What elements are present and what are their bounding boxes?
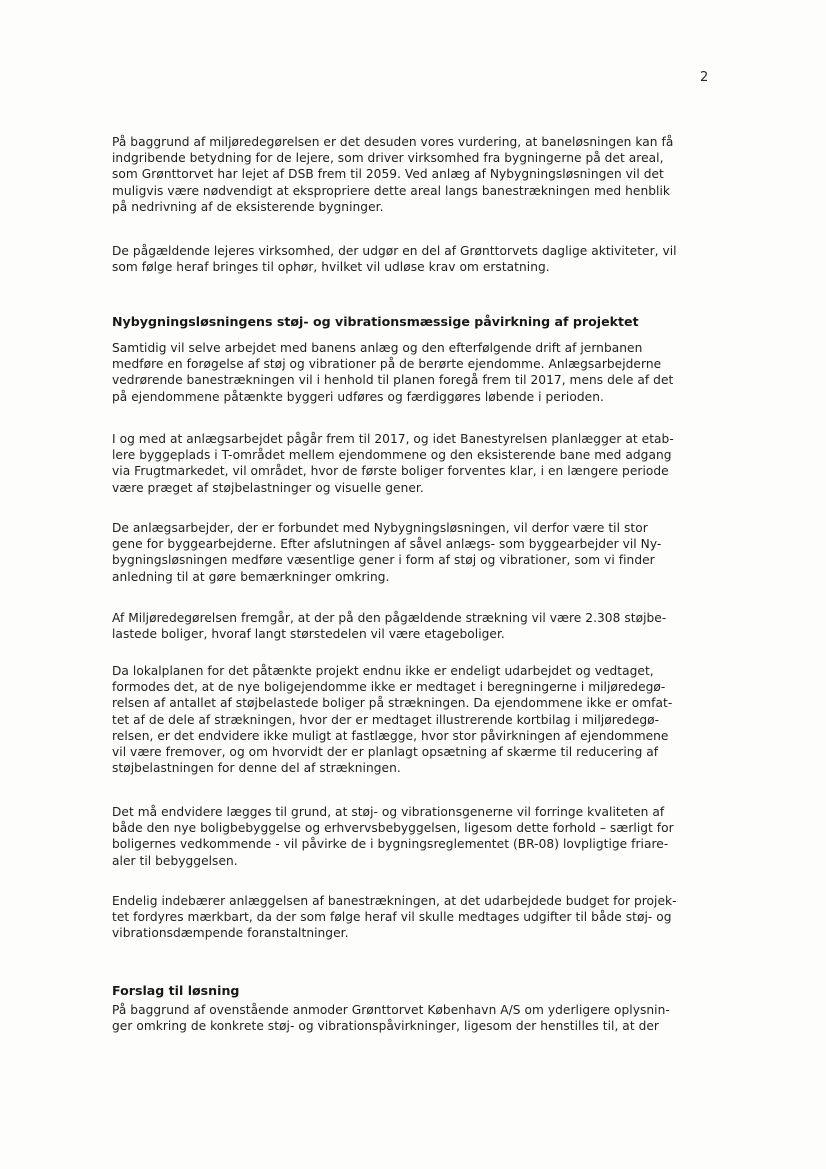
paragraph-construction-nuisance (112, 520, 717, 585)
paragraph-lease-impact (112, 134, 717, 215)
paragraph-quality-reduction (112, 804, 717, 869)
text-line: De anlægsarbejder, der er forbundet med Nybygningsløsningen, vil derfor være til stor (112, 521, 648, 535)
text-line: tet af de dele af strækningen, hvor der er medtaget illustrerende kortbilag i miljøredegø- (112, 712, 660, 727)
text-line: Endelig indebærer anlæggelsen af banestrækningen, at det udarbejdede budget for projek- (112, 894, 677, 908)
paragraph-proposal (112, 1002, 717, 1034)
text-line: som Grønttorvet har lejet af DSB frem til 2059. Ved anlæg af Nybygningsløsningen vil det (112, 167, 664, 182)
text-line: Da lokalplanen for det påtænkte projekt endnu ikke er endeligt udarbejdet og vedtaget, (112, 664, 654, 678)
paragraph-construction-period (112, 431, 717, 496)
text-line: på nedrivning af de eksisterende bygninger. (112, 199, 384, 214)
text-line: Samtidig vil selve arbejdet med banens anlæg og den efterfølgende drift af jernbanen (112, 341, 643, 355)
text-line: på ejendommene påtænkte byggeri udføres og færdiggøres løbende i perioden. (112, 389, 604, 404)
text-line: via Frugtmarkedet, vil området, hvor de første boliger forventes klar, i en længere periode (112, 464, 669, 479)
text-line: muligvis være nødvendigt at ekspropriere dette areal langs banestrækningen med henblik (112, 183, 670, 198)
text-line: relsen, er det endvidere ikke muligt at fastlægge, hvor stor påvirkningen af ejendommene (112, 728, 669, 743)
section-heading-proposal: Forslag til løsning (112, 983, 240, 998)
text-line: Af Miljøredegørelsen fremgår, at der på den pågældende strækning vil være 2.308 støjbe- (112, 611, 667, 625)
text-line: I og med at anlægsarbejdet pågår frem til 2017, og idet Banestyrelsen planlægger at etab- (112, 432, 674, 446)
paragraph-construction-noise (112, 340, 717, 405)
text-line: ger omkring de konkrete støj- og vibrationspåvirkninger, ligesom der henstilles til, at der (112, 1019, 659, 1034)
text-line: indgribende betydning for de lejere, som driver virksomhed fra bygningerne på det areal, (112, 151, 664, 166)
text-line: På baggrund af miljøredegørelsen er det desuden vores vurdering, at baneløsningen kan få (112, 135, 674, 149)
text-line: vibrationsdæmpende foranstaltninger. (112, 926, 349, 941)
text-line: være præget af støjbelastninger og visuelle gener. (112, 480, 424, 495)
text-line: De pågældende lejeres virksomhed, der udgør en del af Grønttorvets daglige aktiviteter, vil (112, 244, 677, 258)
page-number: 2 (700, 70, 709, 85)
text-line: medføre en forøgelse af støj og vibrationer på de berørte ejendomme. Anlægsarbejderne (112, 357, 662, 372)
section-heading-noise-vibration: Nybygningsløsningens støj- og vibrationsmæssige påvirkning af projektet (112, 314, 639, 329)
text-line: lere byggeplads i T-området mellem ejendommene og den eksisterende bane med adgang (112, 448, 672, 463)
text-line: vil være fremover, og om hvorvidt der er planlagt opsætning af skærme til reducering af (112, 745, 659, 760)
paragraph-noise-affected-homes (112, 610, 717, 642)
paragraph-local-plan (112, 663, 717, 776)
text-line: som følge heraf bringes til ophør, hvilket vil udløse krav om erstatning. (112, 260, 550, 275)
text-line: tet fordyres mærkbart, da der som følge heraf vil skulle medtages udgifter til både støj- og (112, 910, 672, 925)
text-line: vedrørende banestrækningen vil i henhold til planen foregå frem til 2017, mens dele af det (112, 373, 674, 388)
text-line: Det må endvidere lægges til grund, at støj- og vibrationsgenerne vil forringe kvaliteten af (112, 805, 665, 819)
text-line: støjbelastningen for denne del af strækningen. (112, 761, 401, 776)
text-line: relsen af antallet af støjbelastede boliger på strækningen. Da ejendommene ikke er omfat- (112, 696, 673, 711)
text-line: lastede boliger, hvoraf langt størstedelen vil være etageboliger. (112, 627, 505, 642)
text-line: både den nye boligbebyggelse og erhvervsbebyggelsen, ligesom dette forhold – særligt for (112, 821, 674, 836)
text-line: bygningsløsningen medføre væsentlige gener i form af støj og vibrationer, som vi finder (112, 553, 655, 568)
text-line: anledning til at gøre bemærkninger omkring. (112, 569, 390, 584)
text-line: gene for byggearbejderne. Efter afslutningen af såvel anlægs- som byggearbejder vil Ny- (112, 537, 662, 552)
text-line: boligernes vedkommende - vil påvirke de i bygningsreglementet (BR-08) lovpligtige friare- (112, 837, 669, 852)
paragraph-tenant-closure (112, 243, 717, 275)
text-line: aler til bebyggelsen. (112, 853, 238, 868)
text-line: På baggrund af ovenstående anmoder Grønttorvet København A/S om yderligere oplysnin- (112, 1003, 670, 1017)
paragraph-budget-impact (112, 893, 717, 942)
text-line: formodes det, at de nye boligejendomme ikke er medtaget i beregningerne i miljøredegø- (112, 680, 666, 695)
